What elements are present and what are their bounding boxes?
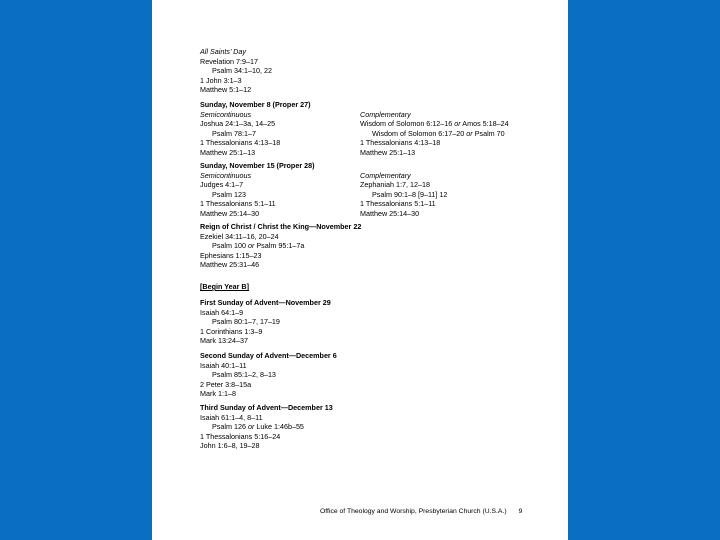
- complementary-label: Complementary: [360, 170, 411, 180]
- reading: 1 Thessalonians 5:1–11: [200, 199, 276, 209]
- psalm-reading: Psalm 90:1–8 [9–11] 12: [372, 189, 448, 199]
- reading: 1 Thessalonians 4:13–18: [200, 138, 281, 148]
- psalm-reading: Psalm 78:1–7: [212, 128, 256, 138]
- reading: Zephaniah 1:7, 12–18: [360, 180, 430, 190]
- nov15-semicontinuous: [200, 161, 315, 219]
- reading: Revelation 7:9–17: [200, 56, 258, 66]
- document-page: [152, 0, 568, 540]
- page-footer: [320, 508, 522, 515]
- begin-year-b: [Begin Year B]: [200, 282, 249, 291]
- reading: 1 Thessalonians 5:1–11: [360, 199, 436, 209]
- advent3-title: Third Sunday of Advent—December 13: [200, 403, 333, 412]
- reading: Matthew 25:14–30: [360, 208, 420, 218]
- nov8-title: Sunday, November 8 (Proper 27): [200, 100, 311, 109]
- reading: 2 Peter 3:8–15a: [200, 379, 252, 389]
- nov15-complementary: [360, 171, 447, 219]
- christ-the-king-section: [200, 222, 361, 270]
- reading: Mark 1:1–8: [200, 389, 236, 399]
- reading: Isaiah 64:1–9: [200, 307, 244, 317]
- reading: Matthew 25:1–13: [200, 147, 256, 157]
- reading: Ephesians 1:15–23: [200, 250, 262, 260]
- reading: 1 Thessalonians 5:16–24: [200, 431, 281, 441]
- psalm-reading: Psalm 126 or Luke 1:46b–55: [212, 422, 304, 432]
- semicontinuous-label: Semicontinuous: [200, 109, 252, 119]
- reading: Judges 4:1–7: [200, 180, 244, 190]
- year-b-marker: [200, 282, 249, 292]
- complementary-label: Complementary: [360, 109, 411, 119]
- reading: Matthew 25:1–13: [360, 147, 416, 157]
- all-saints-section: [200, 47, 272, 95]
- psalm-reading: Psalm 80:1–7, 17–19: [212, 317, 280, 327]
- reading: 1 John 3:1–3: [200, 75, 242, 85]
- reading: 1 Thessalonians 4:13–18: [360, 138, 441, 148]
- reading: Ezekiel 34:11–16, 20–24: [200, 231, 279, 241]
- reading: Mark 13:24–37: [200, 336, 248, 346]
- advent2-section: [200, 351, 337, 399]
- advent2-title: Second Sunday of Advent—December 6: [200, 351, 337, 360]
- reading: John 1:6–8, 19–28: [200, 441, 260, 451]
- reading: Matthew 5:1–12: [200, 85, 252, 95]
- psalm-reading: Psalm 123: [212, 189, 246, 199]
- all-saints-title: All Saints’ Day: [200, 47, 246, 56]
- psalm-reading: Psalm 85:1–2, 8–13: [212, 370, 276, 380]
- psalm-reading: Psalm 100 or Psalm 95:1–7a: [212, 241, 305, 251]
- christ-the-king-title: Reign of Christ / Christ the King—November 22: [200, 222, 362, 231]
- reading: Isaiah 40:1–11: [200, 360, 247, 370]
- nov8-complementary: [360, 110, 509, 158]
- advent3-section: [200, 403, 333, 451]
- reading: 1 Corinthians 1:3–9: [200, 326, 263, 336]
- footer-text: Office of Theology and Worship, Presbyterian Church (U.S.A.): [320, 508, 507, 515]
- page-number: 9: [518, 508, 523, 515]
- advent1-section: [200, 298, 331, 346]
- psalm-reading: Wisdom of Solomon 6:17–20 or Psalm 70: [372, 128, 505, 138]
- semicontinuous-label: Semicontinuous: [200, 170, 252, 180]
- reading: Joshua 24:1–3a, 14–25: [200, 119, 276, 129]
- reading: Matthew 25:31–46: [200, 260, 260, 270]
- advent1-title: First Sunday of Advent—November 29: [200, 298, 331, 307]
- reading: Matthew 25:14–30: [200, 208, 260, 218]
- nov15-title: Sunday, November 15 (Proper 28): [200, 161, 315, 170]
- reading: Wisdom of Solomon 6:12–16 or Amos 5:18–24: [360, 119, 509, 129]
- reading: Isaiah 61:1–4, 8–11: [200, 412, 263, 422]
- nov8-semicontinuous: [200, 100, 311, 158]
- psalm-reading: Psalm 34:1–10, 22: [212, 66, 272, 76]
